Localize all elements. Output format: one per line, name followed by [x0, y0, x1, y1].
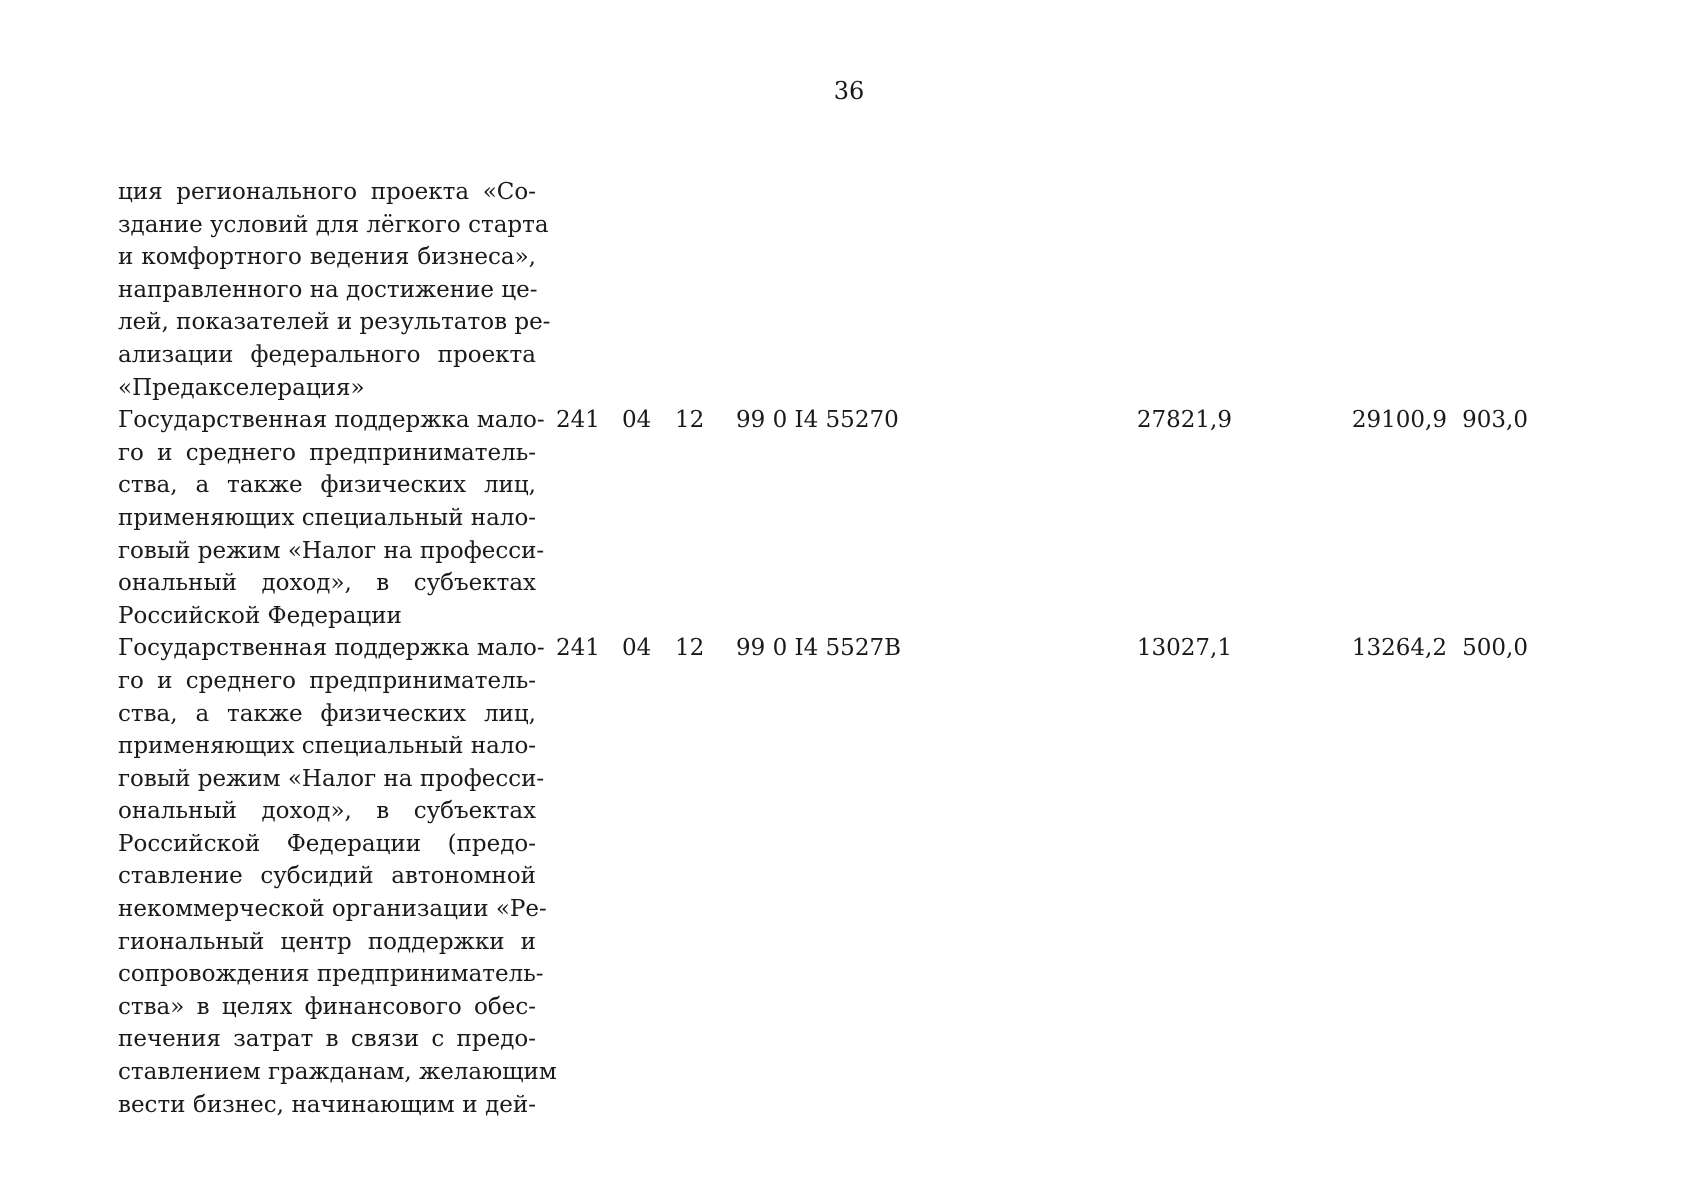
amount-3: 500,0 [1462, 635, 1528, 662]
amount-1: 13027,1 [1136, 635, 1232, 662]
subsection-code: 12 [675, 407, 705, 434]
description-line: ставлением гражданам, желающим [118, 1059, 557, 1086]
row-description [118, 632, 557, 1121]
description-line: Российской Федерации (предо- [118, 830, 536, 857]
row-description [118, 404, 545, 632]
description-line: ализации федерального проекта [118, 341, 536, 368]
description-line: ставление субсидий автономной [118, 863, 536, 890]
subsection-code: 12 [675, 635, 705, 662]
description-line: печения затрат в связи с предо- [118, 1026, 536, 1053]
section-code: 04 [622, 635, 652, 662]
description-line: ства, а также физических лиц, [118, 472, 536, 499]
description-line: го и среднего предприниматель- [118, 439, 536, 466]
description-line: вести бизнес, начинающим и дей- [118, 1091, 536, 1118]
description-line: применяющих специальный нало- [118, 504, 537, 531]
description-line: ональный доход», в субъектах [118, 570, 536, 597]
table-row [118, 632, 1538, 1121]
section-code: 04 [622, 407, 652, 434]
grbs-code: 241 [556, 635, 600, 662]
page-number: 36 [833, 77, 865, 105]
description-line: ция регионального проекта «Со- [118, 179, 536, 205]
description-line: говый режим «Налог на професси- [118, 765, 545, 792]
description-line: сопровождения предприниматель- [118, 961, 544, 988]
description-line: некоммерческой организации «Ре- [118, 896, 547, 923]
budget-table [118, 176, 1538, 1121]
amount-3: 903,0 [1462, 407, 1528, 434]
description-line: гиональный центр поддержки и [118, 928, 536, 955]
table-row [118, 404, 1538, 632]
grbs-code: 241 [556, 407, 600, 434]
description-line: здание условий для лёгкого старта [118, 211, 549, 238]
description-line: го и среднего предприниматель- [118, 667, 536, 694]
description-line: ональный доход», в субъектах [118, 798, 536, 825]
description-line: и комфортного ведения бизнеса», [118, 244, 536, 271]
target-article-code: 99 0 I4 5527B [736, 635, 901, 662]
description-line: направленного на достижение це- [118, 276, 538, 303]
amount-1: 27821,9 [1136, 407, 1232, 434]
description-line: ства» в целях финансового обес- [118, 993, 536, 1020]
amount-2: 13264,2 [1351, 635, 1447, 662]
description-line: ства, а также физических лиц, [118, 700, 536, 727]
description-line: Государственная поддержка мало- [118, 635, 545, 662]
amount-2: 29100,9 [1351, 407, 1447, 434]
description-line: Российской Федерации [118, 602, 402, 629]
target-article-code: 99 0 I4 55270 [736, 407, 899, 434]
row-description [118, 176, 551, 404]
description-line: лей, показателей и результатов ре- [118, 309, 551, 336]
description-line: говый режим «Налог на професси- [118, 537, 545, 564]
description-line: «Предакселерация» [118, 374, 365, 401]
table-row [118, 176, 1538, 404]
description-line: Государственная поддержка мало- [118, 407, 545, 434]
description-line: применяющих специальный нало- [118, 733, 537, 760]
